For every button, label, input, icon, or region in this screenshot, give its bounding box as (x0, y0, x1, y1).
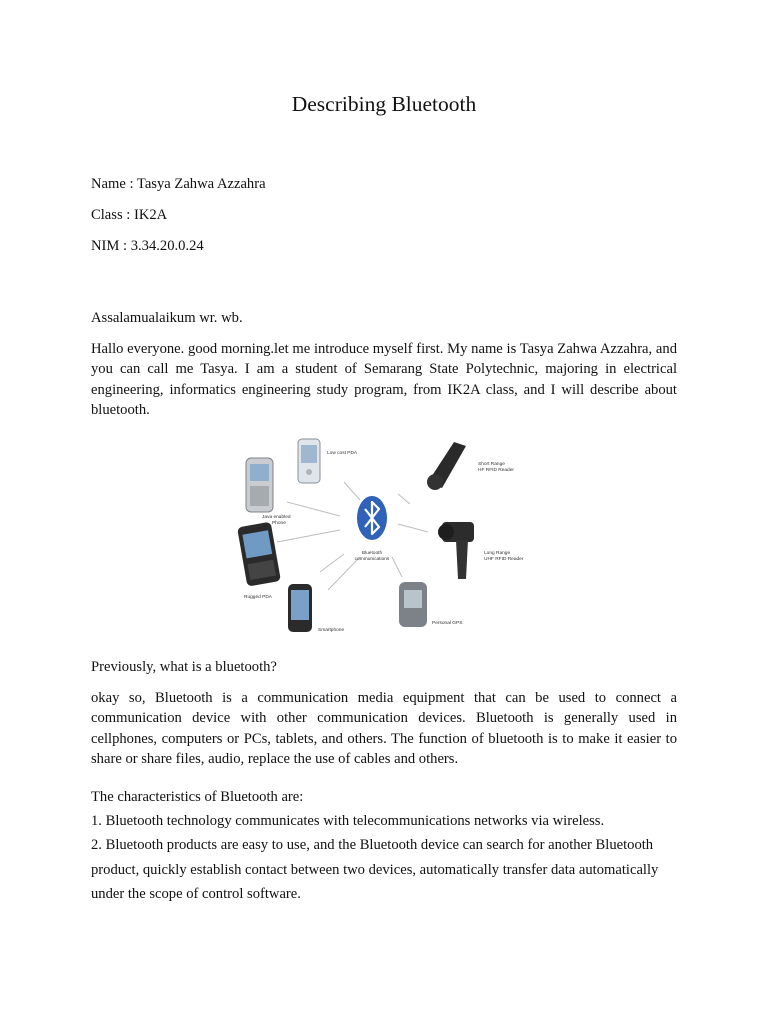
long-range-rfid-label-1: Long Range (484, 551, 511, 556)
center-label-2: communications (354, 557, 390, 562)
bluetooth-icon (357, 496, 387, 540)
center-label-1: Bluetooth (361, 551, 383, 556)
low-cost-pda-label: Low cost PDA (327, 451, 358, 456)
student-class: Class : IK2A (91, 207, 168, 223)
rugged-pda-label: Rugged PDA (244, 595, 272, 600)
characteristic-item-1: 1. Bluetooth technology communicates with telecommunications networks via wireless. (91, 813, 605, 829)
characteristic-item-2-line-2: product, quickly establish contact between two devices, automatically transfer data automatically (91, 862, 659, 878)
student-nim: NIM : 3.34.20.0.24 (91, 238, 204, 254)
short-range-rfid-label-2: HF RFID Reader (478, 468, 514, 473)
question-heading: Previously, what is a bluetooth? (91, 659, 277, 675)
greeting: Assalamualaikum wr. wb. (91, 310, 243, 326)
characteristic-item-2-line-1: 2. Bluetooth products are easy to use, and the Bluetooth device can search for another Bluetooth (91, 837, 654, 853)
java-phone-device (246, 458, 273, 512)
rugged-pda-device (237, 522, 281, 587)
answer-paragraph: okay so, Bluetooth is a communication media equipment that can be used to connect a communication device with other communication devices. Bluetooth is generally used in cellphones, computers or PCs, tablets, and others. The function of bluetooth is to make it easier to share or share files, audio, replace the use of cables and others. (91, 690, 677, 768)
bluetooth-devices-figure (232, 432, 532, 637)
student-name: Name : Tasya Zahwa Azzahra (91, 176, 266, 192)
characteristics-heading: The characteristics of Bluetooth are: (91, 789, 304, 805)
long-range-rfid-reader-device (438, 522, 474, 579)
personal-gps-label: Personal GPS (432, 621, 463, 626)
personal-gps-device (399, 582, 427, 627)
intro-paragraph: Hallo everyone. good morning.let me introduce myself first. My name is Tasya Zahwa Azzahra, and you can call me Tasya. I am a student of Semarang State Polytechnic, majoring in electrical engineering, informatics engineering study program, from IK2A class, and I will describe about bluetooth. (91, 341, 677, 419)
short-range-rfid-reader-device (427, 442, 466, 490)
short-range-rfid-label-1: Short Range (478, 462, 505, 467)
connector-lines (277, 482, 428, 590)
smartphone-label: Smartphone (318, 628, 345, 633)
java-phone-label-2: Phone (272, 521, 286, 526)
java-phone-label-1: Java enabled (262, 515, 291, 520)
bluetooth-diagram (232, 432, 532, 637)
low-cost-pda-device (298, 439, 320, 483)
smartphone-device (288, 584, 312, 632)
document-title: Describing Bluetooth (291, 92, 477, 116)
characteristic-item-2-line-3: under the scope of control software. (91, 886, 301, 902)
long-range-rfid-label-2: UHF RFID Reader (484, 557, 524, 562)
